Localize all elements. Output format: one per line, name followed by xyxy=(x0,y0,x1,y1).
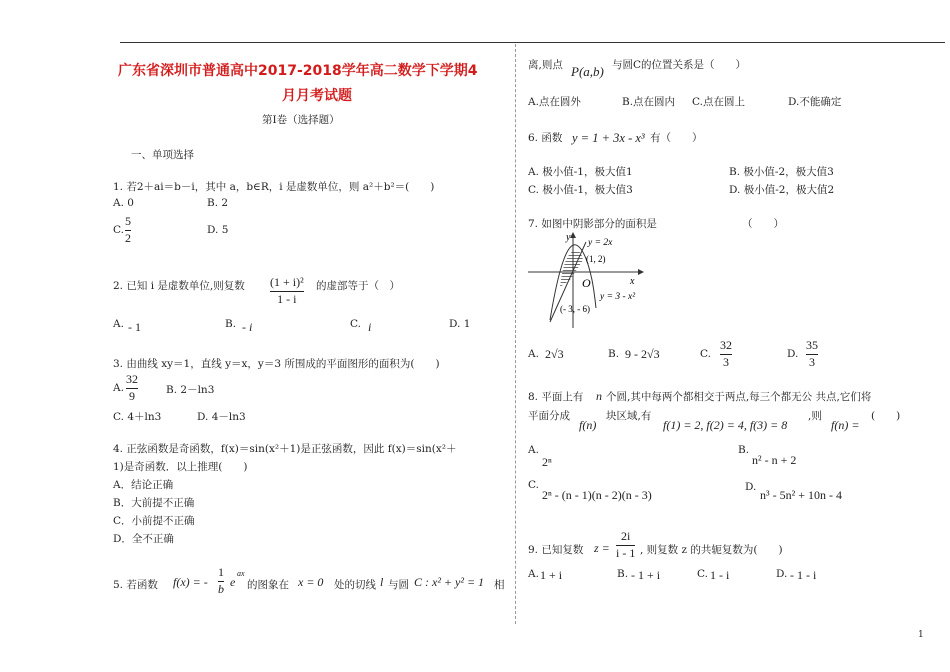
q8-option-c-value: 2ⁿ - (n - 1)(n - 2)(n - 3) xyxy=(542,488,652,502)
q4-stem-line1: 4. 正弦函数是奇函数，f(x)＝sin(x²＋1)是正弦函数，因此 f(x)＝sin(x²＋ xyxy=(113,443,457,455)
q9-option-d-value: - 1 - i xyxy=(790,568,817,582)
q9-denominator: i - 1 xyxy=(616,546,636,560)
q3-option-b: B. 2－ln3 xyxy=(166,384,215,396)
q7-option-c-fraction xyxy=(720,339,732,369)
q5-stem-end: 相 xyxy=(494,579,505,591)
q1-option-c-fraction xyxy=(125,215,131,245)
q8-option-a: A. xyxy=(528,444,539,456)
q5-exponential-base: e xyxy=(230,575,236,589)
y-axis-label: y xyxy=(566,232,571,243)
q8-stem-line2b: 块区域,有 xyxy=(606,410,652,422)
column-divider xyxy=(515,44,516,624)
q5-option-c: C.点在圆上 xyxy=(692,96,745,108)
q5-stem-tail: 的图象在 xyxy=(247,579,289,591)
q5-option-a: A.点在圆外 xyxy=(528,96,581,108)
q8-option-b: B. xyxy=(738,444,750,456)
x-axis-arrow xyxy=(638,269,644,275)
q6-stem-tail: 有（ ） xyxy=(650,132,703,144)
q7-c-denominator: 3 xyxy=(723,355,729,369)
q5-function: f(x) = - xyxy=(173,575,208,589)
q8-option-d: D. xyxy=(745,481,757,493)
q2-option-a-value: - 1 xyxy=(128,320,141,334)
page-number: 1 xyxy=(918,630,924,640)
q9-numerator: 2i xyxy=(621,529,631,543)
q2-stem: 2. 已知 i 是虚数单位,则复数 xyxy=(113,280,245,292)
q8-stem-line1: 8. 平面上有 xyxy=(528,391,584,403)
q7-d-numerator: 35 xyxy=(806,338,818,352)
q5-line-l: l xyxy=(380,575,384,589)
q7-paren: （ ） xyxy=(742,218,784,230)
q1-option-b: B. 2 xyxy=(207,197,229,209)
q7-option-d-fraction xyxy=(806,339,818,369)
q8-stem-line2c: ,则 xyxy=(808,410,822,422)
q9-option-b: B. xyxy=(617,568,629,580)
q1-option-a: A. 0 xyxy=(113,197,134,209)
q9-option-c: C. xyxy=(697,568,708,580)
q7-option-b: B. xyxy=(608,348,620,360)
q2-option-d: D. 1 xyxy=(449,318,471,330)
q1-c-denominator: 2 xyxy=(125,231,131,245)
q9-stem-prefix: 9. 已知复数 xyxy=(528,544,584,556)
q2-option-b-value: - i xyxy=(242,320,253,334)
q7-option-a: A. xyxy=(528,348,539,360)
q9-option-c-value: 1 - i xyxy=(710,568,730,582)
q5-circle-equation: C : x² + y² = 1 xyxy=(414,575,485,589)
q7-c-numerator: 32 xyxy=(720,338,732,352)
q6-stem-prefix: 6. 函数 xyxy=(528,132,563,144)
q5-continuation-tail: 与圆C的位置关系是（ ） xyxy=(612,59,747,71)
q6-option-b: B. 极小值-2，极大值3 xyxy=(729,166,834,178)
q8-option-c: C. xyxy=(528,479,539,491)
q9-stem-tail: , 则复数 z 的共轭复数为( ) xyxy=(640,544,783,556)
q1-stem: 1. 若2＋ai＝b－i，其中 a，b∈R，i 是虚数单位，则 a²＋b²＝( ) xyxy=(113,181,435,193)
y-axis-arrow xyxy=(570,232,576,238)
q3-stem: 3. 由曲线 xy＝1，直线 y＝x，y＝3 所围成的平面图形的面积为( ) xyxy=(113,358,440,370)
point-neg3-neg6-label: (- 3, - 6) xyxy=(560,304,590,314)
q9-option-d: D. xyxy=(776,568,788,580)
q8-stem-line2: 平面分成 xyxy=(528,410,570,422)
point-1-2-label: (1, 2) xyxy=(586,254,606,264)
q4-option-d: D．全不正确 xyxy=(113,533,174,545)
q7-option-b-value: 9 - 2√3 xyxy=(625,347,660,361)
q3-option-a: A. xyxy=(113,382,124,394)
q3-a-numerator: 32 xyxy=(126,372,138,386)
q4-option-a: A．结论正确 xyxy=(113,479,174,491)
q8-n: n xyxy=(596,389,602,403)
q7-d-denominator: 3 xyxy=(809,355,815,369)
q4-stem-line2: 1)是奇函数．以上推理( ) xyxy=(113,461,248,473)
q3-option-d: D. 4－ln3 xyxy=(197,411,246,423)
q6-option-a: A. 极小值-1，极大值1 xyxy=(528,166,633,178)
q6-option-d: D. 极小值-2，极大值2 xyxy=(729,184,835,196)
q7-stem: 7. 如图中阴影部分的面积是 xyxy=(528,218,657,230)
q5-fraction xyxy=(218,566,224,596)
q8-option-b-value: n² - n + 2 xyxy=(752,453,797,467)
q5-stem-mid: 处的切线 xyxy=(334,579,376,591)
q5-numerator: 1 xyxy=(218,565,224,579)
q9-z: z = xyxy=(594,541,610,555)
q5-x-zero: x = 0 xyxy=(298,575,324,589)
q2-option-c-value: i xyxy=(368,320,372,334)
curve-label: y = 3 - x² xyxy=(600,292,636,302)
q8-option-d-value: n³ - 5n² + 10n - 4 xyxy=(760,488,842,502)
q2-stem-tail: 的虚部等于（ ） xyxy=(316,280,400,292)
q5-continuation: 离,则点 xyxy=(528,59,563,71)
volume-heading: 第Ⅰ卷（选择题） xyxy=(262,114,340,126)
q1-c-numerator: 5 xyxy=(125,214,131,228)
q7-option-c: C. xyxy=(700,348,711,360)
q7-option-d: D. xyxy=(787,348,799,360)
q5-stem-prefix: 5. 若函数 xyxy=(113,579,158,591)
q5-exponential-power: ax xyxy=(237,569,245,578)
q9-fraction xyxy=(616,530,635,560)
q8-values: f(1) = 2, f(2) = 4, f(3) = 8 xyxy=(663,418,788,432)
q6-option-c: C. 极小值-1，极大值3 xyxy=(528,184,633,196)
q8-option-a-value: 2ⁿ xyxy=(542,455,552,469)
origin-label: O xyxy=(582,276,591,290)
q8-fn-equals: f(n) = xyxy=(831,418,860,432)
header-rule xyxy=(120,42,945,43)
q9-option-a-value: 1 + i xyxy=(540,568,563,582)
q3-option-c: C. 4＋ln3 xyxy=(113,411,162,423)
q9-option-a: A. xyxy=(528,568,539,580)
q5-denominator: b xyxy=(218,582,224,596)
q7-figure xyxy=(526,230,658,330)
x-axis-label: x xyxy=(630,276,635,287)
q7-option-a-value: 2√3 xyxy=(545,347,564,361)
q2-option-a: A. xyxy=(113,318,124,330)
exam-title-line2: 月月考试题 xyxy=(282,88,352,104)
q2-option-b: B. xyxy=(225,318,237,330)
q6-function: y = 1 + 3x - x³ xyxy=(572,131,645,145)
exam-title-line1: 广东省深圳市普通高中2017-2018学年高二数学下学期4 xyxy=(118,63,478,79)
q1-option-d: D. 5 xyxy=(207,224,229,236)
q8-paren: ( ) xyxy=(871,410,901,422)
q2-option-c: C. xyxy=(350,318,361,330)
q5-point: P(a,b) xyxy=(571,64,604,79)
q8-fn: f(n) xyxy=(579,418,597,432)
line-label: y = 2x xyxy=(588,238,613,248)
q8-stem-line1b: 个圆,其中每两个都相交于两点,每三个都无公 共点,它们将 xyxy=(606,391,872,403)
q3-option-a-fraction xyxy=(126,373,138,403)
q2-numerator: (1 + i)² xyxy=(270,275,304,289)
q3-a-denominator: 9 xyxy=(129,389,135,403)
q5-option-d: D.不能确定 xyxy=(788,96,842,108)
q4-option-c: C．小前提不正确 xyxy=(113,515,195,527)
q5-stem-mid2: 与圆 xyxy=(388,579,409,591)
q2-fraction xyxy=(270,276,304,306)
q1-option-c: C. xyxy=(113,224,124,236)
section-heading: 一、单项选择 xyxy=(131,149,194,161)
q4-option-b: B．大前提不正确 xyxy=(113,497,195,509)
q5-option-b: B.点在圆内 xyxy=(622,96,676,108)
q9-option-b-value: - 1 + i xyxy=(631,568,661,582)
q2-denominator: 1 - i xyxy=(277,292,297,306)
